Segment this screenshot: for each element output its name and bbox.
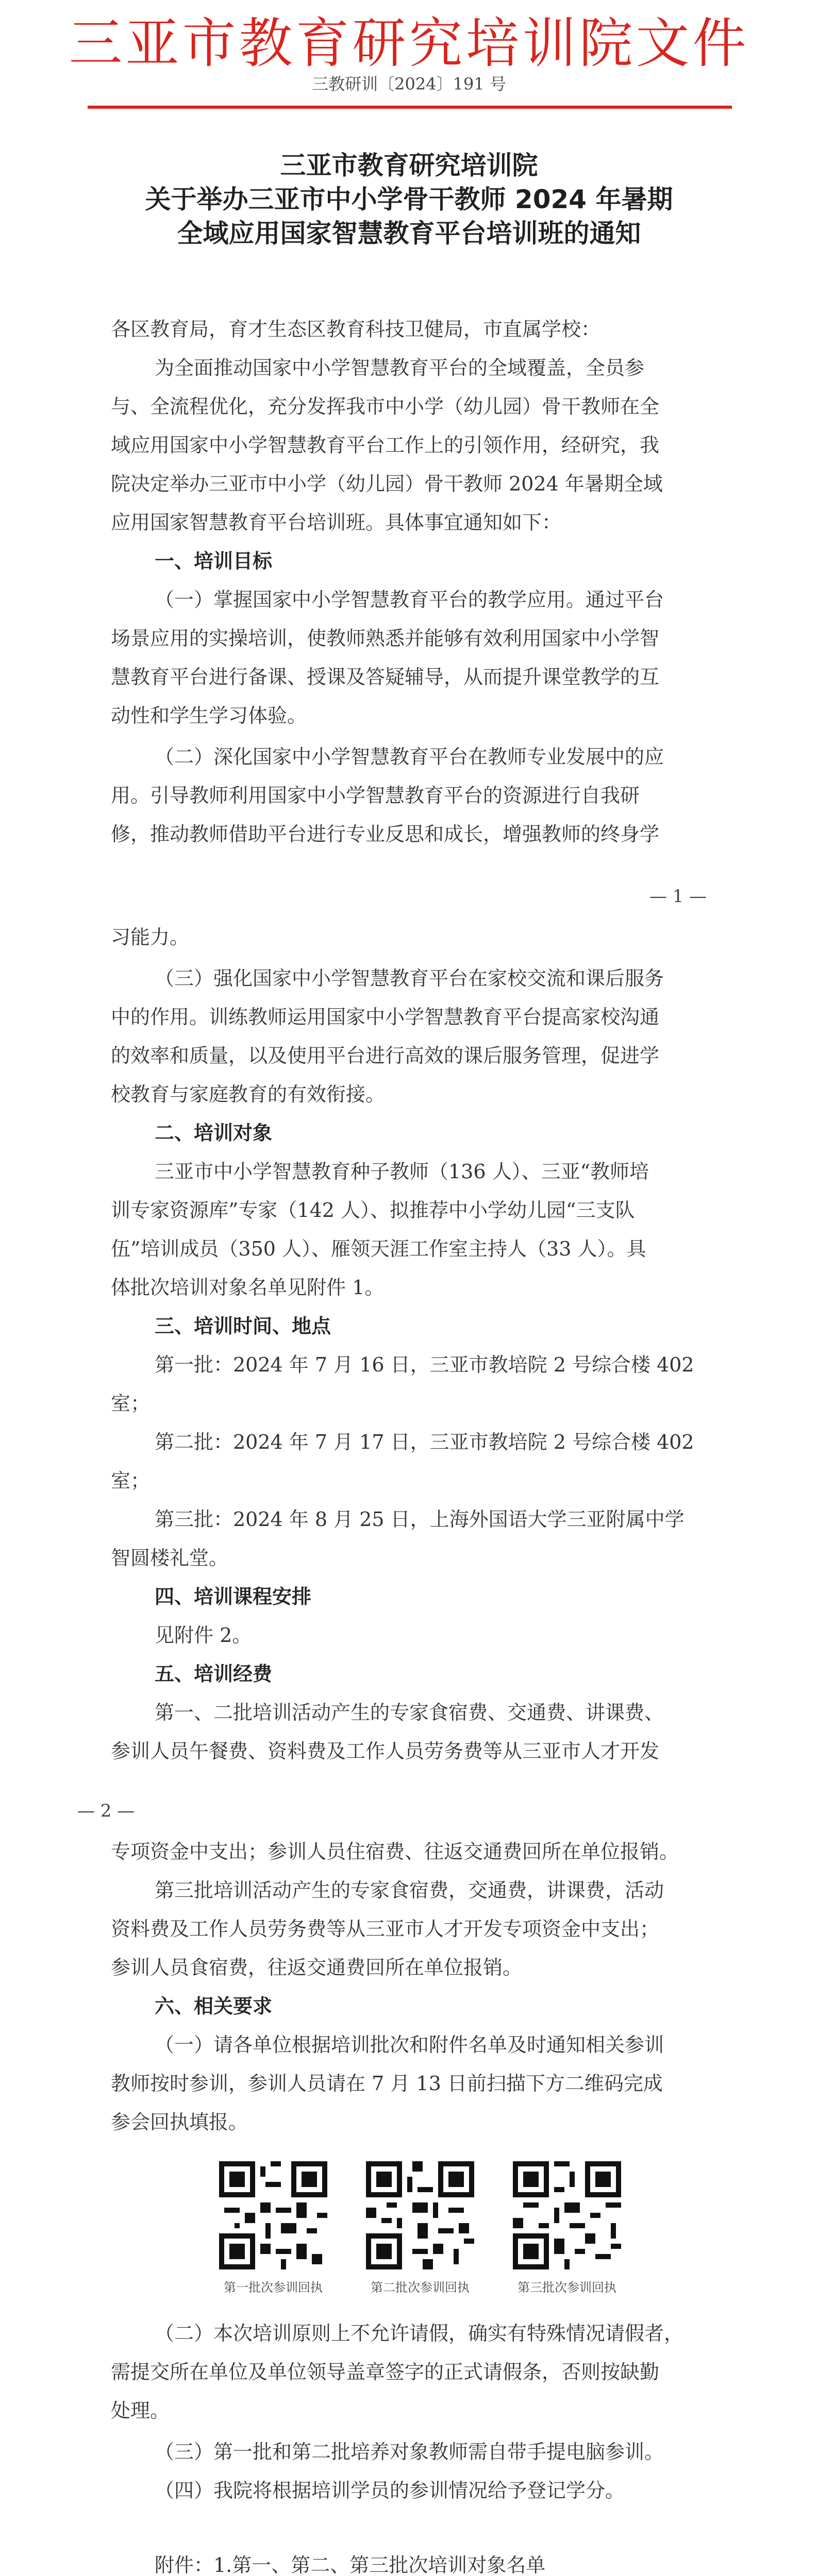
body-line: 伍”培训成员（350 人）、雁领天涯工作室主持人（33 人）。具 (111, 1238, 646, 1260)
qr-code-batch-3[interactable] (513, 2161, 621, 2269)
body-line: 见附件 2。 (155, 1624, 252, 1647)
body-line: 为全面推动国家中小学智慧教育平台的全域覆盖，全员参 (155, 357, 645, 379)
body-line: 应用国家智慧教育平台培训班。具体事宜通知如下： (111, 511, 562, 534)
body-line: （二）深化国家中小学智慧教育平台在教师专业发展中的应 (155, 745, 664, 768)
body-line: 需提交所在单位及单位领导盖章签字的正式请假条，否则按缺勤 (111, 2361, 660, 2383)
section-heading-3: 三、培训时间、地点 (155, 1315, 331, 1337)
title-line-1: 三亚市教育研究培训院 (280, 150, 538, 180)
body-line: （一）掌握国家中小学智慧教育平台的教学应用。通过平台 (155, 588, 664, 611)
doc-number: 三教研训〔2024〕191 号 (312, 74, 506, 94)
page-number: — 1 — (649, 886, 707, 907)
body-line: 资料费及工作人员劳务费等从三亚市人才开发专项资金中支出； (111, 1918, 660, 1940)
title-line-3: 全域应用国家智慧教育平台培训班的通知 (177, 218, 641, 248)
body-line: 第三批培训活动产生的专家食宿费，交通费，讲课费，活动 (155, 1879, 664, 1902)
body-line: （三）第一批和第二批培养对象教师需自带手提电脑参训。 (155, 2441, 664, 2463)
red-divider (88, 106, 732, 109)
body-line: 中的作用。训练教师运用国家中小学智慧教育平台提高家校沟通 (111, 1006, 660, 1028)
body-line: 用。引导教师利用国家中小学智慧教育平台的资源进行自我研 (111, 784, 640, 807)
body-line: 参训人员食宿费，往返交通费回所在单位报销。 (111, 1956, 523, 1979)
body-line: 第二批：2024 年 7 月 17 日，三亚市教培院 2 号综合楼 402 (155, 1431, 694, 1453)
attachment-1[interactable]: 附件：1.第一、第二、第三批次培训对象名单 (155, 2554, 546, 2576)
body-line: （二）本次培训原则上不允许请假，确实有特殊情况请假者， (155, 2322, 684, 2345)
body-line: 三亚市中小学智慧教育种子教师（136 人）、三亚“教师培 (155, 1160, 649, 1183)
body-line: 校教育与家庭教育的有效衔接。 (111, 1083, 386, 1106)
qr-code-batch-1[interactable] (219, 2161, 327, 2269)
qr-code-batch-2[interactable] (366, 2161, 474, 2269)
body-line: 室； (111, 1469, 151, 1492)
body-line: 室； (111, 1392, 151, 1415)
body-line: 习能力。 (111, 926, 190, 948)
section-heading-5: 五、培训经费 (155, 1663, 273, 1685)
body-line: 教师按时参训，参训人员请在 7 月 13 日前扫描下方二维码完成 (111, 2072, 663, 2095)
body-line: 训专家资源库”专家（142 人）、拟推荐中小学幼儿园“三支队 (111, 1199, 635, 1222)
title-line-2: 关于举办三亚市中小学骨干教师 2024 年暑期 (145, 184, 673, 214)
body-line: 第三批：2024 年 8 月 25 日，上海外国语大学三亚附属中学 (155, 1508, 685, 1531)
body-line: 修，推动教师借助平台进行专业反思和成长，增强教师的终身学 (111, 823, 660, 845)
body-line: （四）我院将根据培训学员的参训情况给予登记学分。 (155, 2479, 625, 2502)
qr-caption-3: 第三批次参训回执 (517, 2280, 616, 2295)
body-line: 处理。 (111, 2399, 170, 2422)
qr-caption-1: 第一批次参训回执 (224, 2280, 323, 2295)
body-line: 第一、二批培训活动产生的专家食宿费、交通费、讲课费、 (155, 1701, 664, 1724)
page-number: — 2 — (77, 1801, 135, 1821)
body-line: （三）强化国家中小学智慧教育平台在家校交流和课后服务 (155, 967, 664, 990)
body-line: 参训人员午餐费、资料费及工作人员劳务费等从三亚市人才开发 (111, 1740, 660, 1762)
body-line: 域应用国家中小学智慧教育平台工作上的引领作用，经研究，我 (111, 434, 660, 456)
section-heading-6: 六、相关要求 (155, 1995, 273, 2018)
body-line: 体批次培训对象名单见附件 1。 (111, 1276, 385, 1299)
body-line: 动性和学生学习体验。 (111, 704, 307, 727)
body-line: 院决定举办三亚市中小学（幼儿园）骨干教师 2024 年暑期全域 (111, 472, 663, 495)
body-line: 智圆楼礼堂。 (111, 1547, 229, 1569)
body-line: 参会回执填报。 (111, 2111, 248, 2133)
body-line: 专项资金中支出；参训人员住宿费、往返交通费回所在单位报销。 (111, 1840, 679, 1863)
section-heading-1: 一、培训目标 (155, 550, 273, 572)
body-line: 场景应用的实操培训，使教师熟悉并能够有效利用国家中小学智 (111, 627, 660, 650)
body-line: （一）请各单位根据培训批次和附件名单及时通知相关参训 (155, 2033, 664, 2056)
qr-caption-2: 第二批次参训回执 (371, 2280, 470, 2295)
body-line: 第一批：2024 年 7 月 16 日，三亚市教培院 2 号综合楼 402 (155, 1353, 694, 1376)
body-line: 与、全流程优化，充分发挥我市中小学（幼儿园）骨干教师在全 (111, 395, 660, 418)
section-heading-4: 四、培训课程安排 (155, 1585, 312, 1608)
org-title: 三亚市教育研究培训院文件 (69, 12, 749, 75)
body-line: 的效率和质量，以及使用平台进行高效的课后服务管理，促进学 (111, 1044, 660, 1067)
salutation: 各区教育局，育才生态区教育科技卫健局，市直属学校： (111, 318, 601, 341)
section-heading-2: 二、培训对象 (155, 1122, 273, 1144)
body-line: 慧教育平台进行备课、授课及答疑辅导，从而提升课堂教学的互 (111, 666, 660, 688)
